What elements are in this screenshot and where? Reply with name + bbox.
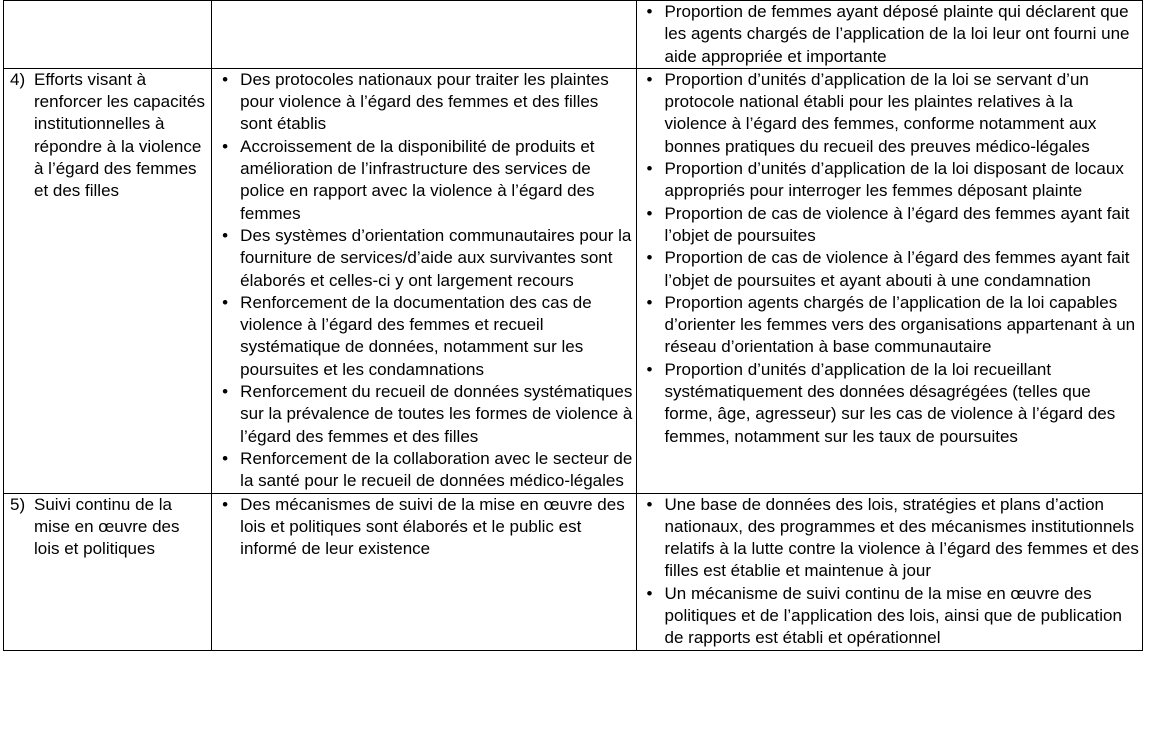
list-item: • Accroissement de la disponibilité de produits et amélioration de l’infrastructure des services de police en rapport avec la violence à l’égard des femmes	[222, 136, 595, 223]
list-item: • Proportion d’unités d’application de la loi disposant de locaux appropriés pour interroger les femmes déposant plainte	[646, 159, 1124, 201]
bullet-icon: •	[646, 494, 653, 514]
list-item: • Un mécanisme de suivi continu de la mise en œuvre des politiques et de l’application des lois, ainsi que de publication de rapports est établi et opérationnel	[646, 583, 1122, 648]
list-item: • Des protocoles nationaux pour traiter les plaintes pour violence à l’égard des femmes et des filles sont établis	[222, 69, 609, 134]
bullet-icon: •	[646, 583, 653, 603]
results-cell	[212, 1, 636, 69]
indicator-list	[643, 69, 1139, 448]
indicator-list	[643, 494, 1139, 650]
table-row-continued	[4, 1, 1143, 69]
table-row	[4, 68, 1143, 493]
indicators-cell	[636, 493, 1142, 650]
list-item: • Renforcement de la documentation des cas de violence à l’égard des femmes et recueil systématique de données, notamment sur les poursuites et les condamnations	[222, 292, 592, 379]
bullet-icon: •	[646, 292, 653, 312]
list-item: • Proportion d’unités d’application de la loi se servant d’un protocole national établi pour les plaintes relatives à la violence à l’égard des femmes, conforme notamment aux bonnes pratiques du recueil des preuves médico-légales	[646, 69, 1097, 156]
list-item: • Une base de données des lois, stratégies et plans d’action nationaux, des programmes et des mécanismes institutionnels relatifs à la lutte contre la violence à l’égard des femmes et des filles est établie et maintenue à jour	[646, 494, 1139, 581]
list-item: • Renforcement du recueil de données systématiques sur la prévalence de toutes les formes de violence à l’égard des femmes et des filles	[222, 382, 633, 446]
list-item: • Proportion de femmes ayant déposé plainte qui déclarent que les agents chargés de l’application de la loi leur ont fourni une aide appropriée et importante	[646, 2, 1130, 66]
bullet-icon: •	[222, 292, 229, 312]
bullet-icon: •	[646, 359, 653, 379]
objective-cell	[4, 1, 212, 69]
list-item: • Proportion de cas de violence à l’égard des femmes ayant fait l’objet de poursuites et ayant abouti à une condamnation	[646, 248, 1130, 290]
row-number: 5)	[10, 494, 26, 514]
objective-cell	[4, 68, 212, 493]
bullet-icon: •	[222, 382, 229, 402]
bullet-icon: •	[222, 225, 229, 245]
list-item: • Proportion d’unités d’application de la loi recueillant systématiquement des données désagrégées (telles que forme, âge, agresseur) sur les cas de violence à l’égard des femmes, notamment sur les taux de poursuites	[646, 359, 1116, 446]
results-table	[3, 0, 1143, 651]
indicators-cell	[636, 1, 1142, 69]
indicator-list	[643, 1, 1139, 68]
bullet-icon: •	[222, 494, 229, 514]
bullet-icon: •	[222, 69, 229, 89]
objective-cell	[4, 493, 212, 650]
results-cell	[212, 68, 636, 493]
list-item: • Proportion de cas de violence à l’égard des femmes ayant fait l’objet de poursuites	[646, 203, 1130, 245]
bullet-icon: •	[646, 69, 653, 89]
result-list	[218, 69, 632, 493]
indicators-cell	[636, 68, 1142, 493]
list-item: • Des systèmes d’orientation communautaires pour la fourniture de services/d’aide aux survivantes sont élaborés et celles-ci y ont largement recours	[222, 225, 632, 290]
list-item: • Renforcement de la collaboration avec le secteur de la santé pour le recueil de données médico-légales	[222, 448, 633, 491]
result-list	[218, 494, 632, 561]
bullet-icon: •	[222, 448, 229, 468]
row-number: 4)	[10, 69, 26, 89]
bullet-icon: •	[646, 203, 653, 223]
list-item: • Proportion agents chargés de l’application de la loi capables d’orienter les femmes vers des organisations appartenant à un réseau d’orientation à base communautaire	[646, 292, 1136, 357]
bullet-icon: •	[646, 248, 653, 268]
objective-text: Suivi continu de la mise en œuvre des lois et politiques	[34, 494, 180, 559]
objective-text: Efforts visant à renforcer les capacités institutionnelles à répondre à la violence à l’égard des femmes et des filles	[34, 69, 206, 201]
bullet-icon: •	[646, 159, 653, 179]
bullet-icon: •	[646, 2, 653, 21]
table-row	[4, 493, 1143, 650]
results-cell	[212, 493, 636, 650]
bullet-icon: •	[222, 136, 229, 156]
list-item: • Des mécanismes de suivi de la mise en œuvre des lois et politiques sont élaborés et le public est informé de leur existence	[222, 494, 625, 559]
